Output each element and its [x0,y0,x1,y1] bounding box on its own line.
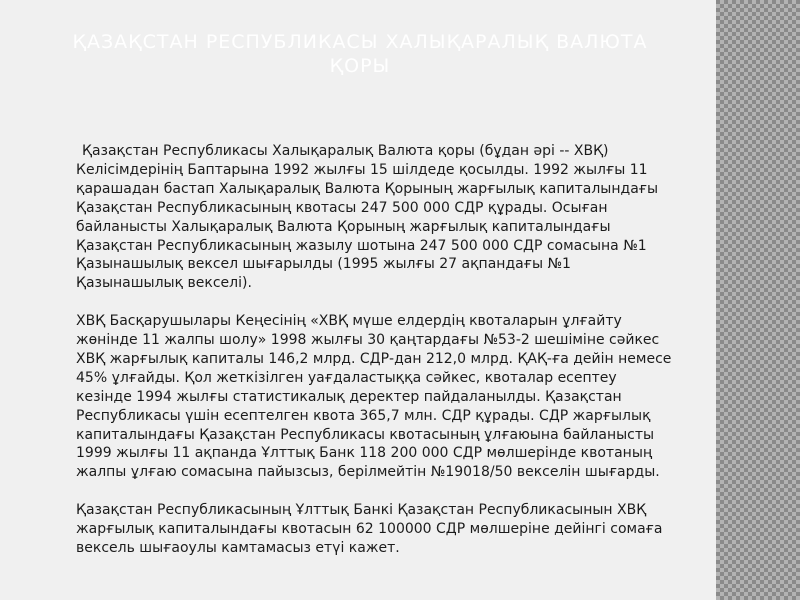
paragraph-1: Қазақстан Республикасы Халықаралық Валюта қоры (бұдан әрі -- ХВҚ) Келісімдерінің Баптарына 1992 жылғы 15 шілдеде қосылды. 1992 жылғы 11 қарашадан бастап Халықаралық Валюта Қорының жарғылық капиталындағы Қазақстан Республикасының квотасы 247 500 000 СДР құрады. Осыған байланысты Халықаралық Валюта Қорының жарғылық капиталындағы Қазақстан Республикасының жазылу шотына 247 500 000 СДР сомасына №1 Қазынашылық вексел шығарылды (1995 жылғы 27 ақпандағы №1 Қазынашылық векселі). [76,143,659,292]
paragraph-3: Қазақстан Республикасының Ұлттық Банкі Қазақстан Республикасынын ХВҚ жарғылық капиталындағы квотасын 62 100000 СДР мөлшеріне дейінгі сомаға вексель шығаоулы камтамасыз етүі кажет. [76,502,663,556]
decorative-side-band [716,0,800,600]
slide-title: ҚАЗАҚСТАН РЕСПУБЛИКАСЫ ХАЛЫҚАРАЛЫҚ ВАЛЮТА ҚОРЫ [72,31,648,77]
slide-body [76,142,676,558]
paragraph-2: ХВҚ Басқарушылары Кеңесінің «ХВҚ мүше елдердің квоталарын ұлғайту жөнінде 11 жалпы шолу» 1998 жылғы 30 қаңтардағы №53-2 шешіміне сәйкес ХВҚ жарғылық капиталы 146,2 млрд. СДР-дан 212,0 млрд. ҚАҚ-ға дейін немесе 45% ұлғайды. Қол жеткізілген уағдаластыққа сәйкес, квоталар есептеу кезінде 1994 жылғы статистикалық деректер пайдаланылды. Қазақстан Республикасы үшін есептелген квота 365,7 млн. СДР құрады. СДР жарғылық капиталындағы Қазақстан Республикасы квотасының ұлғаюына байланысты 1999 жылғы 11 ақпанда Ұлттық Банк 118 200 000 СДР мөлшерінде квотаның жалпы ұлғаю сомасына пайызсыз, берілмейтін №19018/50 векселін шығарды. [76,313,672,481]
